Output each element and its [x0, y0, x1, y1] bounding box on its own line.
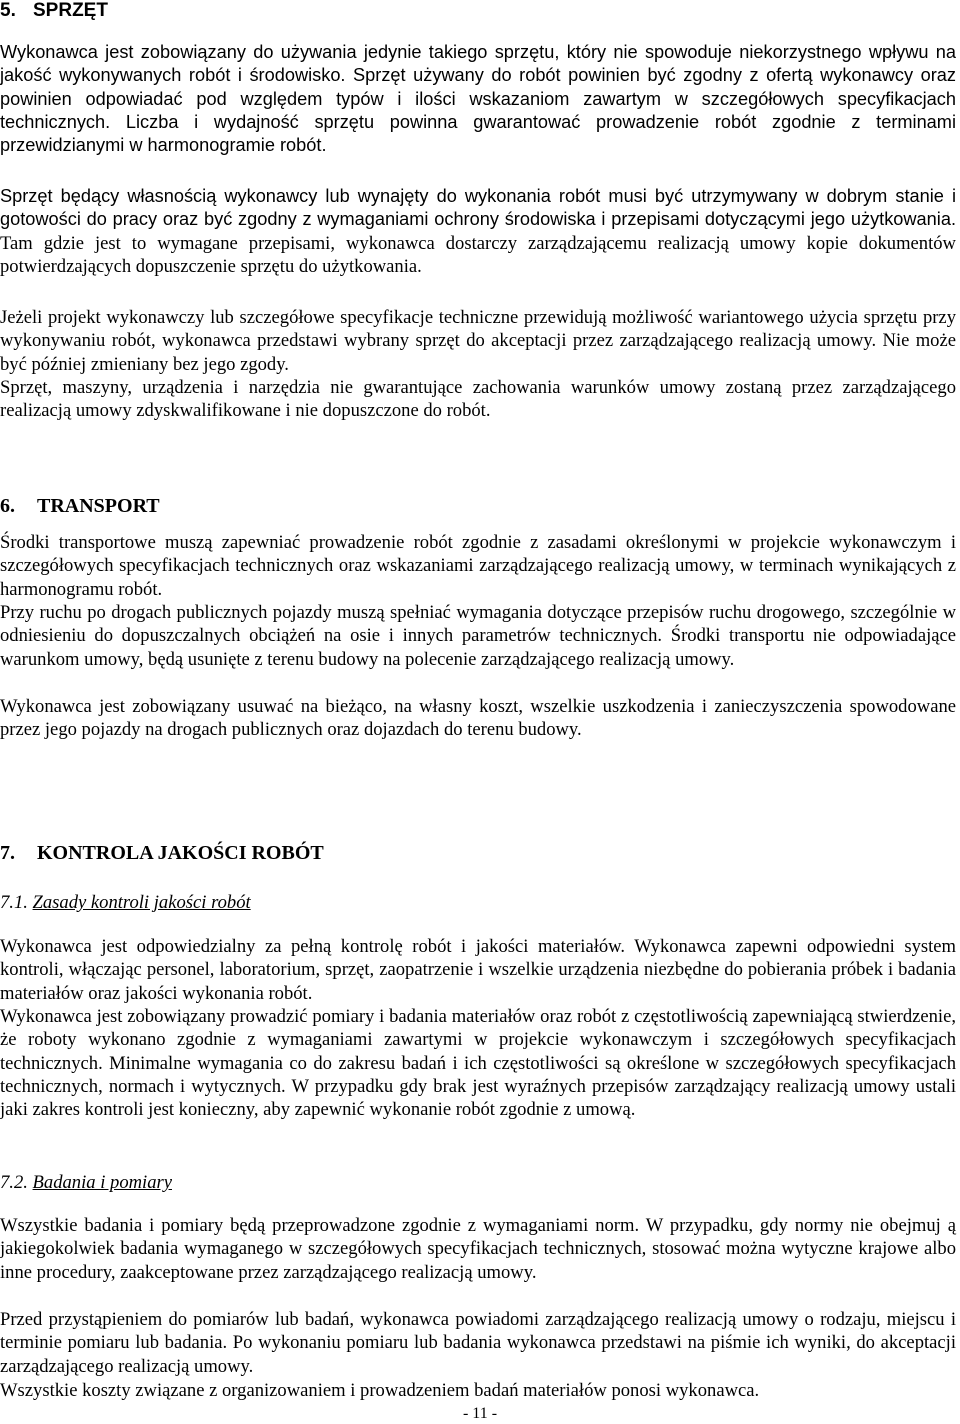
paragraph-sentence: Tam gdzie jest to wymagane przepisami, wykonawca dostarczy zarządzającemu realizacją umowy kopie dokumentów potwierdzających dopuszczenie sprzętu do użytkowania. [0, 232, 956, 278]
paragraph: Wszystkie koszty związane z organizowaniem i prowadzeniem badań materiałów ponosi wykonawca. [0, 1380, 760, 1401]
section-number: 5. [0, 0, 16, 21]
section-number: 7. [0, 842, 15, 864]
paragraph: Wykonawca jest odpowiedzialny za pełną kontrolę robót i jakości materiałów. Wykonawca zapewni odpowiedni system kontroli, włączając personel, laboratorium, sprzęt, zaopatrzenie i wszelkie urządzenia niezbędne do pobierania próbek i badania materiałów oraz jakości wykonania robót. [0, 936, 956, 1004]
paragraph: Sprzęt, maszyny, urządzenia i narzędzia nie gwarantujące zachowania warunków umowy zostaną przez zarządzającego realizacją umowy zdyskwalifikowane i nie dopuszczone do robót. [0, 377, 956, 422]
page-number: - 11 - [462, 1405, 498, 1422]
section-title: TRANSPORT [37, 495, 160, 517]
section-title: KONTROLA JAKOŚCI ROBÓT [37, 842, 324, 864]
section-heading-transport [0, 494, 956, 518]
subsection-number: 7.1. [0, 892, 28, 913]
paragraph-sentence: Sprzęt będący własnością wykonawcy lub wynajęty do wykonania robót musi być utrzymywany w dobrym stanie i gotowości do pracy oraz być zgodny z wymaganiami ochrony środowiska i przepisami dotyczącymi jego użytkowania. [0, 186, 956, 230]
paragraph: Przed przystąpieniem do pomiarów lub badań, wykonawca powiadomi zarządzającego realizacją umowy o rodzaju, miejscu i terminie pomiaru lub badania. Po wykonaniu pomiaru lub badania wykonawca przedstawi na piśmie ich wyniki, do akceptacji zarządzającego realizacją umowy. [0, 1309, 956, 1377]
section-heading-sprzet [0, 0, 956, 22]
subsection-heading-zasady [0, 891, 956, 914]
section-title: SPRZĘT [33, 0, 108, 21]
section-heading-kontrola [0, 841, 956, 865]
subsection-heading-badania [0, 1171, 956, 1194]
paragraph: Wykonawca jest zobowiązany do używania jedynie takiego sprzętu, który nie spowoduje niekorzystnego wpływu na jakość wykonywanych robót i środowisko. Sprzęt używany do robót powinien być zgodny z ofertą wykonawcy oraz powinien odpowiadać pod względem typów i ilości wskazaniom zawartym w szczegółowych specyfikacjach technicznych. Liczba i wydajność sprzętu powinna gwarantować prowadzenie robót zgodnie z terminami przewidzianymi w harmonogramie robót. [0, 42, 956, 156]
section-number: 6. [0, 495, 15, 517]
paragraph-group [0, 185, 956, 279]
subsection-number: 7.2. [0, 1172, 28, 1193]
paragraph: Wszystkie badania i pomiary będą przeprowadzone zgodnie z wymaganiami norm. W przypadku, gdy normy nie obejmuj ą jakiegokolwiek badania wymaganego w szczegółowych specyfikacjach technicznych, stosować można wytyczne krajowe albo inne procedury, zaakceptowane przez zarządzającego realizacją umowy. [0, 1215, 956, 1283]
paragraph: Jeżeli projekt wykonawczy lub szczegółowe specyfikacje techniczne przewidują możliwość wariantowego użycia sprzętu przy wykonywaniu robót, wykonawca przedstawi wybrany sprzęt do akceptacji przez zarządzającego realizacją umowy. Nie może być później zmieniany bez jego zgody. [0, 307, 956, 375]
paragraph: Wykonawca jest zobowiązany usuwać na bieżąco, na własny koszt, wszelkie uszkodzenia i zanieczyszczenia spowodowane przez jego pojazdy na drogach publicznych oraz dojazdach do terenu budowy. [0, 696, 956, 741]
subsection-title: Badania i pomiary [32, 1172, 172, 1193]
subsection-title: Zasady kontroli jakości robót [32, 892, 251, 913]
paragraph: Przy ruchu po drogach publicznych pojazdy muszą spełniać wymagania dotyczące przepisów ruchu drogowego, szczególnie w odniesieniu do dopuszczalnych obciążeń na osie i innych parametrów technicznych. Środki transportu nie odpowiadające warunkom umowy, będą usunięte z terenu budowy na polecenie zarządzającego realizacją umowy. [0, 602, 956, 670]
paragraph: Wykonawca jest zobowiązany prowadzić pomiary i badania materiałów oraz robót z częstotliwością zapewniającą stwierdzenie, że roboty wykonano zgodnie z wymaganiami zawartymi w projekcie wykonawczym i szczegółowych specyfikacjach technicznych. Minimalne wymagania co do zakresu badań i ich częstotliwości są określone w szczegółowych specyfikacjach technicznych, normach i wytycznych. W przypadku gdy brak jest wyraźnych przepisów zarządzający realizacją umowy ustali jaki zakres kontroli jest konieczny, aby zapewnić wykonanie robót zgodnie z umową. [0, 1006, 956, 1121]
paragraph: Środki transportowe muszą zapewniać prowadzenie robót zgodnie z zasadami określonymi w projekcie wykonawczym i szczegółowych specyfikacjach technicznych oraz wskazaniami zarządzającego realizacją umowy, w terminach wynikających z harmonogramu robót. [0, 532, 956, 600]
